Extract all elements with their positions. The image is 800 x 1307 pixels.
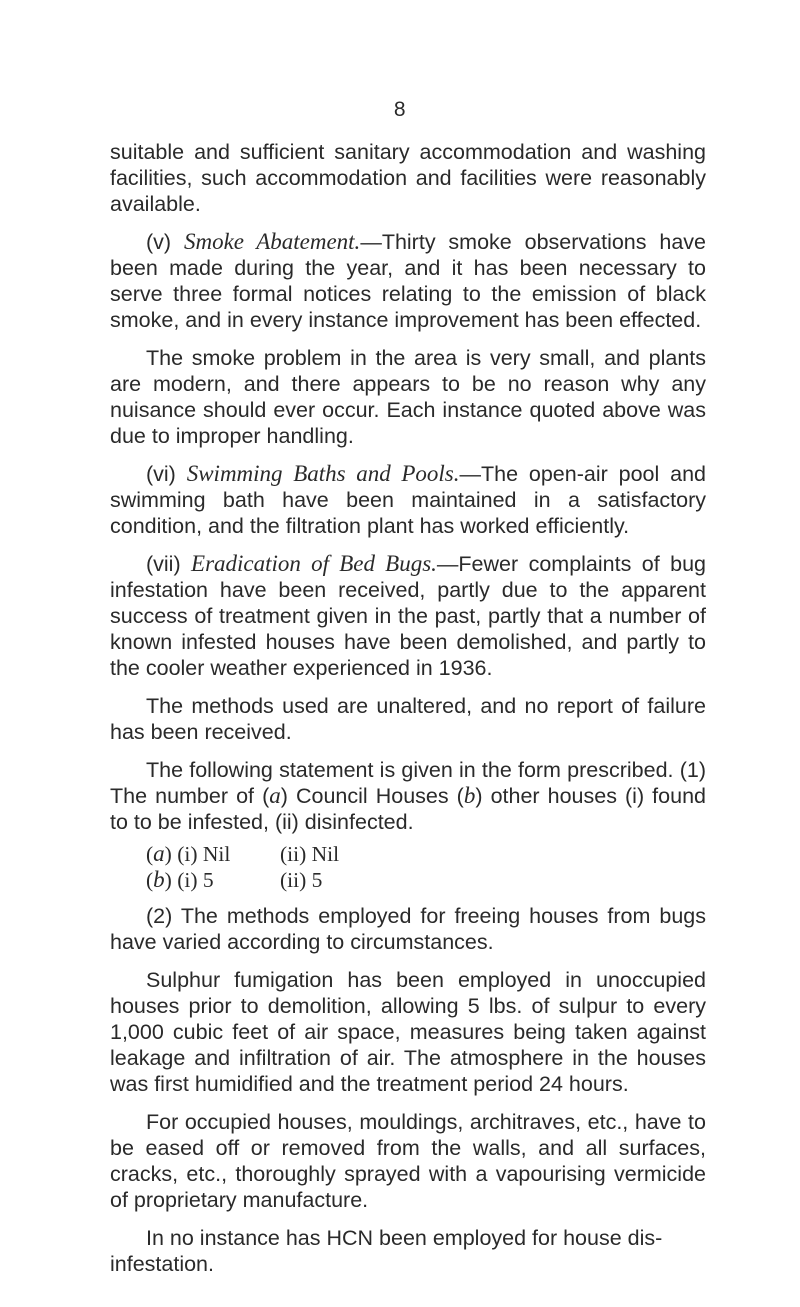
page-number: 8 [393, 98, 407, 121]
row-label: b [153, 867, 165, 892]
table-cell: (b) (i) 5 [146, 867, 214, 892]
statement-intro: The following statement is given in the form prescribed. [146, 758, 674, 782]
paragraph-smoke-abatement [110, 229, 706, 333]
statement-text: ) other houses (i) found to to be infested, (ii) disinfected. [110, 784, 706, 834]
paragraph-occupied-houses: For occupied houses, mouldings, architraves, etc., have to be eased off or removed from the walls, and all surfaces, cracks, etc., thoroughly sprayed with a vapourising vermicide of proprietary manufacture. [110, 1110, 706, 1212]
section-text: —Fewer complaints of bug infestation have been received, partly due to the apparent success of treatment given in the past, partly that a number of known infested houses have been demolished, and partly to the cooler weather experienced in 1936. [110, 552, 706, 680]
table-cell: (a) (i) Nil [146, 841, 231, 866]
paragraph-swimming-baths [110, 461, 706, 539]
row-label: a [153, 841, 165, 866]
disinfected-value: (ii) Nil [280, 842, 340, 866]
statement-label-b: b [463, 783, 476, 808]
section-number: (vii) [146, 552, 181, 576]
section-text: —Thirty smoke observations have been made during the year, and it has been necessary to serve three formal notices relating to the emission of black smoke, and in every instance improvement has been effected. [110, 230, 706, 332]
infested-value: (i) 5 [177, 868, 214, 892]
statement-text: ) Council Houses ( [280, 784, 464, 808]
section-number: (vi) [146, 462, 176, 486]
paragraph-bed-bugs [110, 551, 706, 681]
paragraph-methods-employed: (2) The methods employed for freeing houses from bugs have varied according to circumstances. [110, 904, 706, 954]
statement-text: (1) The number of ( [110, 758, 706, 808]
statement-label-a: a [269, 783, 281, 808]
paragraph-smoke-problem: The smoke problem in the area is very small, and plants are modern, and there appears to be no reason why any nuisance should ever occur. Each instance quoted above was due to improper handling. [110, 346, 706, 448]
paragraph-sulphur-fumigation: Sulphur fumigation has been employed in unoccupied houses prior to demolition, allowing 5 lbs. of sulpur to every 1,000 cubic feet of air space, measures being taken against leakage and infiltration of air. The atmosphere in the houses was first humidified and the treatment period 24 hours. [110, 968, 706, 1096]
table-row [146, 841, 706, 867]
infested-value: (i) Nil [177, 842, 231, 866]
paragraph-statement [110, 757, 706, 835]
section-title: Eradication of Bed Bugs. [191, 551, 437, 576]
paragraph-methods: The methods used are unaltered, and no report of failure has been received. [110, 694, 706, 744]
section-title: Swimming Baths and Pools. [186, 461, 460, 486]
section-number: (v) [146, 230, 172, 254]
section-text: —The open-air pool and swimming bath have been maintained in a satisfactory condition, and the filtration plant has worked efficiently. [110, 462, 706, 538]
section-title: Smoke Abatement. [183, 229, 361, 254]
paragraph-hcn: In no instance has HCN been employed for house dis-infestation. [110, 1226, 663, 1276]
body-text [110, 139, 706, 1289]
paragraph-continued: suitable and sufficient sanitary accommodation and washing facilities, such accommodation and facilities were reasonably available. [110, 140, 706, 216]
infestation-table [146, 841, 706, 893]
table-row [146, 867, 706, 893]
disinfected-value: (ii) 5 [280, 868, 323, 892]
